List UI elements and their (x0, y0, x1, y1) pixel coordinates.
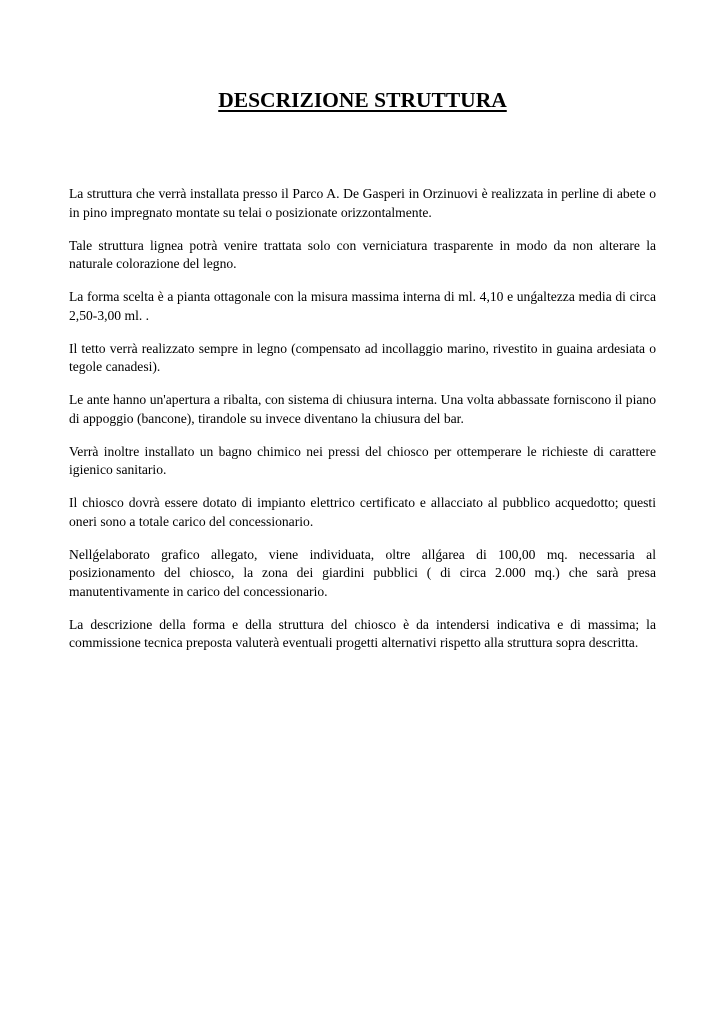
paragraph: Le ante hanno un'apertura a ribalta, con sistema di chiusura interna. Una volta abbassate forniscono il piano di appoggio (bancone), tirandole su invece diventano la chiusura del bar. (69, 392, 656, 426)
paragraph: La forma scelta è a pianta ottagonale con la misura massima interna di ml. 4,10 e unǵaltezza media di circa 2,50-3,00 ml. . (69, 289, 656, 323)
document-title: DESCRIZIONE STRUTTURA (218, 88, 507, 112)
paragraph: Tale struttura lignea potrà venire trattata solo con verniciatura trasparente in modo da non alterare la naturale colorazione del legno. (69, 237, 656, 271)
paragraph: Il tetto verrà realizzato sempre in legno (compensato ad incollaggio marino, rivestito in guaina ardesiata o tegole canadesi). (69, 340, 656, 374)
paragraph: Nellǵelaborato grafico allegato, viene individuata, oltre allǵarea di 100,00 mq. necessaria al posizionamento del chiosco, la zona dei giardini pubblici ( di circa 2.000 mq.) che sarà presa manutentivamente in carico del concessionario. (69, 546, 656, 599)
paragraph: La struttura che verrà installata presso il Parco A. De Gasperi in Orzinuovi è realizzata in perline di abete o in pino impregnato montate su telai o posizionate orizzontalmente. (69, 186, 656, 220)
paragraph: Verrà inoltre installato un bagno chimico nei pressi del chiosco per ottemperare le richieste di carattere igienico sanitario. (69, 443, 656, 477)
paragraph: Il chiosco dovrà essere dotato di impianto elettrico certificato e allacciato al pubblico acquedotto; questi oneri sono a totale carico del concessionario. (69, 495, 656, 529)
document-body (69, 185, 656, 667)
paragraph: La descrizione della forma e della struttura del chiosco è da intendersi indicativa e di massima; la commissione tecnica preposta valuterà eventuali progetti alternativi rispetto alla struttura sopra descritta. (69, 616, 656, 650)
